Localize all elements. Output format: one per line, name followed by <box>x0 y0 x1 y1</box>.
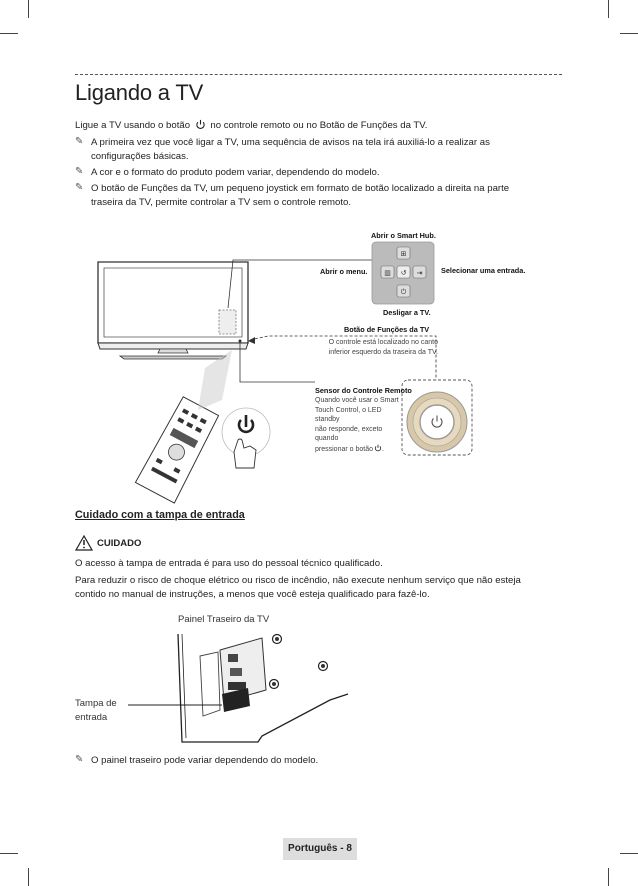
svg-text:▥: ▥ <box>384 269 391 277</box>
page-footer: Português - 8 <box>283 838 357 860</box>
remote-illustration <box>135 396 220 503</box>
finger-press-illustration <box>222 408 270 468</box>
warning-icon <box>76 536 92 550</box>
note-3-line-2: traseira da TV, permite controlar a TV sem o controle remoto. <box>91 197 352 208</box>
note-pencil-icon: ✎ <box>75 754 84 765</box>
sensor-desc-3: não responde, exceto quando <box>315 425 383 442</box>
input-cover-label-2: entrada <box>75 712 108 723</box>
svg-text:⏻: ⏻ <box>400 288 407 296</box>
tv-illustration <box>98 262 248 359</box>
note-3-line-1: O botão de Funções da TV, um pequeno joystick em formato de botão localizado a direita na parte <box>91 183 510 194</box>
label-open-menu: Abrir o menu. <box>320 267 368 276</box>
note-pencil-icon: ✎ <box>75 182 84 193</box>
caution-label: CUIDADO <box>97 538 142 549</box>
note-2: A cor e o formato do produto podem variar, dependendo do modelo. <box>91 167 380 178</box>
svg-text:↺: ↺ <box>400 269 407 277</box>
joystick-panel <box>372 242 434 304</box>
note-1-line-2: configurações básicas. <box>91 151 189 162</box>
sensor-desc-4-row: pressionar o botão . <box>315 444 405 456</box>
note-pencil-icon: ✎ <box>75 136 84 147</box>
rear-panel-note: O painel traseiro pode variar dependendo do modelo. <box>91 755 319 766</box>
caution-p2-line1: Para reduzir o risco de choque elétrico ou risco de incêndio, não execute nenhum serviço que não esteja <box>75 575 521 586</box>
remote-sensor-desc <box>315 396 405 455</box>
label-turn-off: Desligar a TV. <box>383 308 431 317</box>
function-button-desc-1: O controle está localizado no canto <box>328 339 438 346</box>
caution-p1: O acesso à tampa de entrada é para uso do pessoal técnico qualificado. <box>75 558 383 569</box>
note-pencil-icon: ✎ <box>75 166 84 177</box>
function-button-desc-2: inferior esquerdo da traseira da TV. <box>328 348 438 356</box>
rear-panel-label: Painel Traseiro da TV <box>178 614 270 625</box>
sensor-desc-1: Quando você usar o Smart <box>315 397 399 404</box>
intro-after: no controle remoto ou no Botão de Funções da TV. <box>210 120 428 131</box>
sensor-desc-4: pressionar o botão <box>315 445 373 453</box>
power-icon <box>374 444 382 456</box>
rear-panel-illustration <box>128 634 348 742</box>
note-1-line-1: A primeira vez que você ligar a TV, uma sequência de avisos na tela irá auxiliá-lo a realizar as <box>91 137 490 148</box>
intro-before: Ligue a TV usando o botão <box>75 120 191 131</box>
label-function-button: Botão de Funções da TV <box>344 325 430 334</box>
input-cover-label-1: Tampa de <box>75 698 117 709</box>
label-select-input: Selecionar uma entrada. <box>441 266 526 275</box>
input-cover-label <box>75 697 117 725</box>
svg-text:⊞: ⊞ <box>400 250 407 258</box>
page-title: Ligando a TV <box>75 80 204 105</box>
function-button-closeup <box>402 380 472 455</box>
caution-heading: Cuidado com a tampa de entrada <box>75 509 245 521</box>
caution-p2-line2: contido no manual de instruções, a menos que você esteja qualificado para fazê-lo. <box>75 589 430 600</box>
svg-text:⇥: ⇥ <box>416 269 423 277</box>
label-open-smart-hub: Abrir o Smart Hub. <box>371 231 436 240</box>
sensor-desc-2: Touch Control, o LED standby <box>315 406 382 423</box>
function-button-desc <box>308 338 438 357</box>
label-remote-sensor: Sensor do Controle Remoto <box>315 386 412 395</box>
